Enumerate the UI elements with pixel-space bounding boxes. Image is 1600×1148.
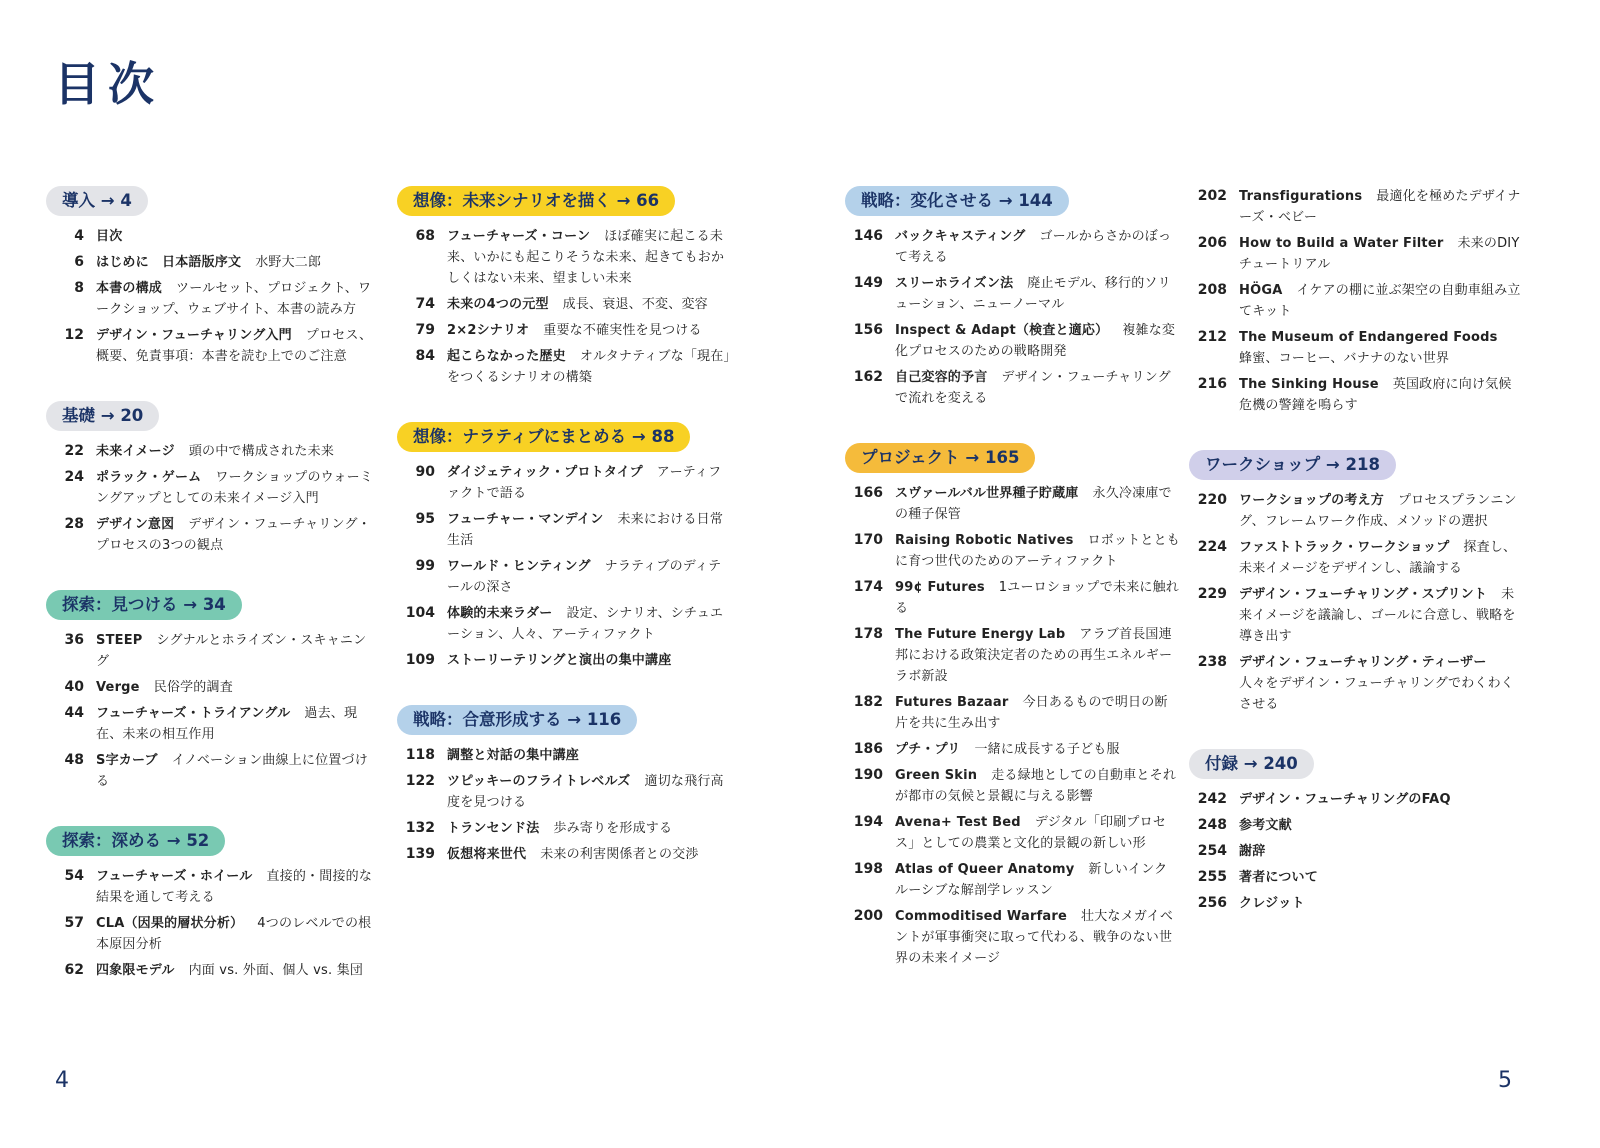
entry-text bbox=[1239, 815, 1524, 836]
entry-title: The Museum of Endangered Foods bbox=[1239, 330, 1498, 345]
entry-title: Transfigurations bbox=[1239, 189, 1363, 204]
toc-entry[interactable] bbox=[1189, 867, 1524, 888]
toc-column-2 bbox=[397, 186, 732, 899]
entry-text bbox=[96, 630, 376, 672]
entry-page-number: 166 bbox=[853, 485, 883, 501]
entry-description: 廃止モデル、移行的ソリューション、ニューノーマル bbox=[895, 276, 1171, 312]
entry-text bbox=[96, 325, 376, 367]
section-pill[interactable]: 想像：未来シナリオを描く → 66 bbox=[397, 186, 675, 216]
entry-description: 未来における日常生活 bbox=[447, 512, 724, 548]
entry-page-number: 139 bbox=[405, 846, 435, 862]
toc-entry[interactable] bbox=[46, 226, 376, 247]
entry-title: 2×2シナリオ bbox=[447, 323, 530, 338]
entry-title: 参考文献 bbox=[1239, 818, 1292, 833]
entry-page-number: 206 bbox=[1197, 235, 1227, 251]
entry-page-number: 190 bbox=[853, 767, 883, 783]
entry-title: 四象限モデル bbox=[96, 963, 175, 978]
entry-description: 永久冷凍庫での種子保管 bbox=[895, 486, 1172, 522]
page-number-right: 5 bbox=[1498, 1068, 1512, 1093]
entry-title: ファストトラック・ワークショップ bbox=[1239, 540, 1450, 555]
entry-text bbox=[447, 844, 732, 865]
entry-text bbox=[895, 226, 1180, 268]
toc-entry[interactable] bbox=[397, 320, 732, 341]
entry-page-number: 122 bbox=[405, 773, 435, 789]
toc-entry[interactable] bbox=[46, 960, 376, 981]
entry-text bbox=[895, 692, 1180, 734]
section-projects-continued bbox=[1189, 186, 1524, 416]
entry-text bbox=[96, 441, 376, 462]
entry-text bbox=[1239, 327, 1524, 369]
toc-entry[interactable] bbox=[397, 509, 732, 551]
entry-page-number: 149 bbox=[853, 275, 883, 291]
toc-entry[interactable] bbox=[1189, 490, 1524, 532]
section-pill[interactable]: 付録 → 240 bbox=[1189, 749, 1314, 779]
entry-title: Futures Bazaar bbox=[895, 695, 1009, 710]
toc-entry[interactable] bbox=[845, 859, 1180, 901]
section-strategy-change bbox=[845, 186, 1180, 409]
entry-page-number: 194 bbox=[853, 814, 883, 830]
entry-title: デザイン・フューチャリング・スプリント bbox=[1239, 587, 1488, 602]
entry-text bbox=[96, 866, 376, 908]
entry-description: 歩み寄りを形成する bbox=[553, 821, 673, 836]
toc-entry[interactable] bbox=[397, 556, 732, 598]
entry-text bbox=[447, 818, 732, 839]
toc-entry[interactable] bbox=[46, 467, 376, 509]
entry-page-number: 174 bbox=[853, 579, 883, 595]
entry-page-number: 182 bbox=[853, 694, 883, 710]
entry-description: 頭の中で構成された未来 bbox=[188, 444, 335, 459]
entry-title: プチ・プリ bbox=[895, 742, 961, 757]
entry-title: ツピッキーのフライトレベルズ bbox=[447, 774, 631, 789]
entry-description: 人々をデザイン・フューチャリングでわくわくさせる bbox=[1239, 676, 1514, 712]
toc-entry[interactable] bbox=[46, 677, 376, 698]
entry-title: ワールド・ヒンティング bbox=[447, 559, 591, 574]
entry-text bbox=[1239, 841, 1524, 862]
section-pill[interactable]: 戦略：合意形成する → 116 bbox=[397, 705, 637, 735]
entry-text bbox=[895, 320, 1180, 362]
entry-description: 内面 vs. 外面、個人 vs. 集団 bbox=[188, 963, 364, 978]
entry-text bbox=[96, 278, 376, 320]
section-strategy-consensus bbox=[397, 705, 732, 865]
page-number-left: 4 bbox=[55, 1068, 69, 1093]
entry-title: HÖGA bbox=[1239, 283, 1283, 298]
toc-entry[interactable] bbox=[46, 630, 376, 672]
entry-description: アーティファクトで語る bbox=[447, 465, 722, 501]
entry-page-number: 255 bbox=[1197, 869, 1227, 885]
toc-entry[interactable] bbox=[46, 441, 376, 462]
toc-entry[interactable] bbox=[46, 252, 376, 273]
entry-text bbox=[1239, 186, 1524, 228]
entry-description: 未来のDIYチュートリアル bbox=[1239, 236, 1520, 272]
entry-title: はじめに 日本語版序文 bbox=[96, 255, 242, 270]
section-pill[interactable]: 基礎 → 20 bbox=[46, 401, 159, 431]
entry-page-number: 24 bbox=[64, 469, 84, 485]
entry-title: 本書の構成 bbox=[96, 281, 163, 296]
entry-title: トランセンド法 bbox=[447, 821, 540, 836]
entry-page-number: 212 bbox=[1197, 329, 1227, 345]
entry-page-number: 99 bbox=[415, 558, 435, 574]
entry-title: 起こらなかった歴史 bbox=[447, 349, 566, 364]
entry-title: ポラック・ゲーム bbox=[96, 470, 202, 485]
entry-description: ゴールからさかのぼって考える bbox=[895, 229, 1172, 265]
entry-page-number: 57 bbox=[64, 915, 84, 931]
toc-entry[interactable] bbox=[845, 226, 1180, 268]
entry-text bbox=[895, 273, 1180, 315]
entry-title: フューチャーズ・ホイール bbox=[96, 869, 253, 884]
entry-description: 英国政府に向け気候危機の警鐘を鳴らす bbox=[1239, 377, 1512, 413]
entry-text bbox=[96, 913, 376, 955]
toc-entry[interactable] bbox=[1189, 652, 1524, 715]
entry-description: 設定、シナリオ、シチュエーション、人々、アーティファクト bbox=[447, 606, 724, 642]
entry-title: 未来イメージ bbox=[96, 444, 175, 459]
entry-title: フューチャー・マンデイン bbox=[447, 512, 604, 527]
toc-entry[interactable] bbox=[397, 294, 732, 315]
entry-page-number: 48 bbox=[64, 752, 84, 768]
toc-entry[interactable] bbox=[1189, 584, 1524, 647]
section-pill[interactable]: ワークショップ → 218 bbox=[1189, 450, 1396, 480]
entry-text bbox=[895, 624, 1180, 687]
entry-text bbox=[447, 346, 732, 388]
entry-title: Commoditised Warfare bbox=[895, 909, 1068, 924]
entry-description: 走る緑地としての自動車とそれが都市の気候と景観に与える影響 bbox=[895, 768, 1177, 804]
entry-text bbox=[447, 226, 732, 289]
entry-text bbox=[895, 367, 1180, 409]
entry-description: 今日あるもので明日の断片を共に生み出す bbox=[895, 695, 1168, 731]
toc-entry[interactable] bbox=[845, 367, 1180, 409]
entry-page-number: 162 bbox=[853, 369, 883, 385]
entry-description: ロボットとともに育つ世代のためのアーティファクト bbox=[895, 533, 1180, 569]
entry-page-number: 156 bbox=[853, 322, 883, 338]
entry-title: Avena+ Test Bed bbox=[895, 815, 1021, 830]
entry-page-number: 170 bbox=[853, 532, 883, 548]
entry-title: フューチャーズ・トライアングル bbox=[96, 706, 291, 721]
entry-page-number: 146 bbox=[853, 228, 883, 244]
entry-text bbox=[1239, 233, 1524, 275]
entry-description: 探査し、未来イメージをデザインし、議論する bbox=[1239, 540, 1517, 576]
entry-title: Raising Robotic Natives bbox=[895, 533, 1074, 548]
entry-page-number: 74 bbox=[415, 296, 435, 312]
entry-title: ストーリーテリングと演出の集中講座 bbox=[447, 653, 672, 668]
entry-title: 体験的未来ラダー bbox=[447, 606, 553, 621]
section-pill[interactable]: 探索：深める → 52 bbox=[46, 826, 225, 856]
entry-text bbox=[447, 509, 732, 551]
entry-page-number: 208 bbox=[1197, 282, 1227, 298]
entry-text bbox=[895, 530, 1180, 572]
entry-title: S字カーブ bbox=[96, 753, 158, 768]
toc-entry[interactable] bbox=[397, 771, 732, 813]
entry-description: ナラティブのディテールの深さ bbox=[447, 559, 722, 595]
entry-text bbox=[447, 745, 732, 766]
entry-description: イケアの棚に並ぶ架空の自動車組み立てキット bbox=[1239, 283, 1521, 319]
entry-text bbox=[96, 467, 376, 509]
toc-entry[interactable] bbox=[46, 278, 376, 320]
entry-description: 過去、現在、未来の相互作用 bbox=[96, 706, 358, 742]
toc-entry[interactable] bbox=[845, 273, 1180, 315]
entry-title: The Sinking House bbox=[1239, 377, 1379, 392]
entry-text bbox=[1239, 584, 1524, 647]
entry-page-number: 62 bbox=[64, 962, 84, 978]
entry-description: 民俗学的調査 bbox=[153, 680, 233, 695]
entry-text bbox=[1239, 893, 1524, 914]
toc-entry[interactable] bbox=[1189, 537, 1524, 579]
entry-title: Green Skin bbox=[895, 768, 978, 783]
toc-entry[interactable] bbox=[397, 650, 732, 671]
entry-title: Atlas of Queer Anatomy bbox=[895, 862, 1075, 877]
entry-page-number: 79 bbox=[415, 322, 435, 338]
entry-page-number: 186 bbox=[853, 741, 883, 757]
entry-title: How to Build a Water Filter bbox=[1239, 236, 1444, 251]
entry-description: 一緒に成長する子ども服 bbox=[974, 742, 1120, 757]
entry-title: 謝辞 bbox=[1239, 844, 1266, 859]
toc-entry[interactable] bbox=[46, 514, 376, 556]
entry-description: アラブ首長国連邦における政策決定者のための再生エネルギーラボ新設 bbox=[895, 627, 1173, 684]
section-imagine-narrative bbox=[397, 422, 732, 671]
entry-text bbox=[895, 483, 1180, 525]
entry-page-number: 95 bbox=[415, 511, 435, 527]
toc-entry[interactable] bbox=[46, 750, 376, 792]
entry-description: デザイン・フューチャリング・プロセスの3つの観点 bbox=[96, 517, 371, 553]
entry-page-number: 256 bbox=[1197, 895, 1227, 911]
entry-text bbox=[96, 750, 376, 792]
page-title: 目次 bbox=[54, 57, 162, 111]
entry-title: 調整と対話の集中講座 bbox=[447, 748, 580, 763]
entry-title: CLA（因果的層状分析） bbox=[96, 916, 244, 931]
toc-entry[interactable] bbox=[46, 913, 376, 955]
entry-page-number: 22 bbox=[64, 443, 84, 459]
entry-title: デザイン・フューチャリング・ティーザー bbox=[1239, 655, 1487, 670]
entry-page-number: 118 bbox=[405, 747, 435, 763]
entry-title: ワークショップの考え方 bbox=[1239, 493, 1384, 508]
section-workshop bbox=[1189, 450, 1524, 715]
entry-text bbox=[1239, 789, 1524, 810]
entry-title: Verge bbox=[96, 680, 140, 695]
entry-page-number: 202 bbox=[1197, 188, 1227, 204]
entry-description: 最適化を極めたデザイナーズ・ベビー bbox=[1239, 189, 1521, 225]
section-projects bbox=[845, 443, 1180, 969]
entry-text bbox=[96, 252, 376, 273]
toc-entry[interactable] bbox=[46, 325, 376, 367]
toc-entry[interactable] bbox=[46, 703, 376, 745]
section-pill[interactable]: 探索：見つける → 34 bbox=[46, 590, 242, 620]
entry-text bbox=[447, 556, 732, 598]
entry-title: 自己変容的予言 bbox=[895, 370, 988, 385]
section-intro bbox=[46, 186, 376, 367]
toc-entry[interactable] bbox=[845, 739, 1180, 760]
toc-column-4 bbox=[1189, 186, 1524, 948]
section-pill[interactable]: 戦略：変化させる → 144 bbox=[845, 186, 1069, 216]
toc-entry[interactable] bbox=[845, 906, 1180, 969]
entry-description: 新しいインクルーシブな解剖学レッスン bbox=[895, 862, 1168, 898]
entry-title: クレジット bbox=[1239, 896, 1305, 911]
entry-page-number: 8 bbox=[74, 280, 84, 296]
toc-entry[interactable] bbox=[1189, 374, 1524, 416]
toc-entry[interactable] bbox=[1189, 815, 1524, 836]
entry-description: イノベーション曲線上に位置づける bbox=[96, 753, 368, 789]
entry-page-number: 28 bbox=[64, 516, 84, 532]
entry-title: デザイン・フューチャリング入門 bbox=[96, 328, 292, 343]
toc-entry[interactable] bbox=[1189, 186, 1524, 228]
toc-entry[interactable] bbox=[397, 603, 732, 645]
entry-title: フューチャーズ・コーン bbox=[447, 229, 591, 244]
entry-text bbox=[895, 577, 1180, 619]
toc-entry[interactable] bbox=[845, 320, 1180, 362]
section-explore-deep bbox=[46, 826, 376, 981]
entry-text bbox=[1239, 652, 1524, 715]
toc-entry[interactable] bbox=[845, 577, 1180, 619]
entry-description: 水野大二郎 bbox=[255, 255, 322, 270]
entry-title: The Future Energy Lab bbox=[895, 627, 1066, 642]
section-pill[interactable]: プロジェクト → 165 bbox=[845, 443, 1035, 473]
entry-text bbox=[96, 226, 376, 247]
toc-entry[interactable] bbox=[845, 483, 1180, 525]
section-imagine-scenario bbox=[397, 186, 732, 388]
entry-description: ワークショップのウォーミングアップとしての未来イメージ入門 bbox=[96, 470, 373, 506]
entry-page-number: 198 bbox=[853, 861, 883, 877]
toc-entry[interactable] bbox=[397, 462, 732, 504]
entry-page-number: 242 bbox=[1197, 791, 1227, 807]
entry-page-number: 90 bbox=[415, 464, 435, 480]
entry-title: 仮想将来世代 bbox=[447, 847, 527, 862]
toc-entry[interactable] bbox=[845, 765, 1180, 807]
entry-text bbox=[895, 765, 1180, 807]
entry-text bbox=[447, 603, 732, 645]
entry-title: Inspect & Adapt（検査と適応） bbox=[895, 323, 1109, 338]
toc-column-3 bbox=[845, 186, 1180, 1003]
entry-page-number: 178 bbox=[853, 626, 883, 642]
entry-description: オルタナティブな「現在」をつくるシナリオの構築 bbox=[447, 349, 731, 385]
entry-page-number: 109 bbox=[405, 652, 435, 668]
entry-description: 壮大なメガイベントが軍事衝突に取って代わる、戦争のない世界の未来イメージ bbox=[895, 909, 1174, 966]
entry-page-number: 248 bbox=[1197, 817, 1227, 833]
entry-page-number: 40 bbox=[64, 679, 84, 695]
entry-description: 適切な飛行高度を見つける bbox=[447, 774, 724, 810]
entry-description: 1ユーロショップで未来に触れる bbox=[895, 580, 1179, 616]
entry-page-number: 68 bbox=[415, 228, 435, 244]
entry-page-number: 36 bbox=[64, 632, 84, 648]
entry-text bbox=[447, 771, 732, 813]
entry-text bbox=[895, 859, 1180, 901]
entry-description: 4つのレベルでの根本原因分析 bbox=[96, 916, 372, 952]
entry-text bbox=[895, 906, 1180, 969]
entry-title: デザイン・フューチャリングのFAQ bbox=[1239, 792, 1451, 807]
entry-text bbox=[96, 514, 376, 556]
entry-title: バックキャスティング bbox=[895, 229, 1026, 244]
entry-page-number: 254 bbox=[1197, 843, 1227, 859]
entry-text bbox=[1239, 867, 1524, 888]
entry-description: デザイン・フューチャリングで流れを変える bbox=[895, 370, 1171, 406]
entry-page-number: 216 bbox=[1197, 376, 1227, 392]
section-pill[interactable]: 想像：ナラティブにまとめる → 88 bbox=[397, 422, 690, 452]
entry-title: 目次 bbox=[96, 229, 123, 244]
entry-title: スリーホライズン法 bbox=[895, 276, 1014, 291]
entry-page-number: 12 bbox=[64, 327, 84, 343]
entry-text bbox=[895, 739, 1180, 760]
entry-page-number: 4 bbox=[74, 228, 84, 244]
entry-text bbox=[1239, 374, 1524, 416]
entry-text bbox=[895, 812, 1180, 854]
toc-entry[interactable] bbox=[1189, 233, 1524, 275]
entry-page-number: 132 bbox=[405, 820, 435, 836]
entry-description: シグナルとホライズン・スキャニング bbox=[96, 633, 367, 669]
entry-title: 99¢ Futures bbox=[895, 580, 985, 595]
entry-description: 重要な不確実性を見つける bbox=[543, 323, 702, 338]
entry-text bbox=[447, 650, 732, 671]
entry-text bbox=[1239, 537, 1524, 579]
entry-text bbox=[96, 960, 376, 981]
entry-description: デジタル「印刷プロセス」としての農業と文化的景観の新しい形 bbox=[895, 815, 1167, 851]
entry-title: デザイン意図 bbox=[96, 517, 175, 532]
entry-text bbox=[1239, 490, 1524, 532]
toc-entry[interactable] bbox=[1189, 280, 1524, 322]
toc-entry[interactable] bbox=[845, 624, 1180, 687]
entry-text bbox=[447, 294, 732, 315]
entry-description: 複雑な変化プロセスのための戦略開発 bbox=[895, 323, 1176, 359]
entry-page-number: 220 bbox=[1197, 492, 1227, 508]
toc-entry[interactable] bbox=[397, 346, 732, 388]
entry-description: 未来の利害関係者との交渉 bbox=[540, 847, 699, 862]
entry-page-number: 6 bbox=[74, 254, 84, 270]
toc-entry[interactable] bbox=[845, 530, 1180, 572]
entry-title: ダイジェティック・プロトタイプ bbox=[447, 465, 643, 480]
entry-page-number: 104 bbox=[405, 605, 435, 621]
section-appendix bbox=[1189, 749, 1524, 914]
entry-text bbox=[447, 320, 732, 341]
entry-description: 直接的・間接的な結果を通して考える bbox=[96, 869, 373, 905]
entry-page-number: 54 bbox=[64, 868, 84, 884]
entry-page-number: 200 bbox=[853, 908, 883, 924]
entry-title: 著者について bbox=[1239, 870, 1318, 885]
toc-column-1 bbox=[46, 186, 376, 1015]
entry-page-number: 224 bbox=[1197, 539, 1227, 555]
toc-entry[interactable] bbox=[1189, 893, 1524, 914]
entry-text bbox=[447, 462, 732, 504]
section-basics bbox=[46, 401, 376, 556]
entry-page-number: 238 bbox=[1197, 654, 1227, 670]
section-explore-find bbox=[46, 590, 376, 792]
entry-description: プロセス、概要、免責事項：本書を読む上でのご注意 bbox=[96, 328, 373, 364]
entry-title: STEEP bbox=[96, 633, 143, 648]
entry-description: ツールセット、プロジェクト、ワークショップ、ウェブサイト、本書の読み方 bbox=[96, 281, 372, 317]
toc-entry[interactable] bbox=[1189, 841, 1524, 862]
toc-entry[interactable] bbox=[1189, 327, 1524, 369]
entry-text bbox=[1239, 280, 1524, 322]
toc-entry[interactable] bbox=[1189, 789, 1524, 810]
toc-entry[interactable] bbox=[46, 866, 376, 908]
entry-title: スヴァールバル世界種子貯蔵庫 bbox=[895, 486, 1079, 501]
entry-page-number: 44 bbox=[64, 705, 84, 721]
entry-description: 未来イメージを議論し、ゴールに合意し、戦略を導き出す bbox=[1239, 587, 1516, 644]
section-pill[interactable]: 導入 → 4 bbox=[46, 186, 148, 216]
entry-title: 未来の4つの元型 bbox=[447, 297, 549, 312]
entry-description: プロセスプランニング、フレームワーク作成、メソッドの選択 bbox=[1239, 493, 1517, 529]
toc-entry[interactable] bbox=[845, 692, 1180, 734]
toc-entry[interactable] bbox=[845, 812, 1180, 854]
entry-description: 蜂蜜、コーヒー、バナナのない世界 bbox=[1239, 351, 1450, 366]
entry-text bbox=[96, 677, 376, 698]
toc-entry[interactable] bbox=[397, 745, 732, 766]
entry-page-number: 229 bbox=[1197, 586, 1227, 602]
entry-text bbox=[96, 703, 376, 745]
toc-entry[interactable] bbox=[397, 844, 732, 865]
entry-page-number: 84 bbox=[415, 348, 435, 364]
entry-description: ほぼ確実に起こる未来、いかにも起こりそうな未来、起きてもおかしくはない未来、望ましい未来 bbox=[447, 229, 725, 286]
entry-description: 成長、衰退、不変、変容 bbox=[562, 297, 708, 312]
toc-entry[interactable] bbox=[397, 818, 732, 839]
toc-entry[interactable] bbox=[397, 226, 732, 289]
